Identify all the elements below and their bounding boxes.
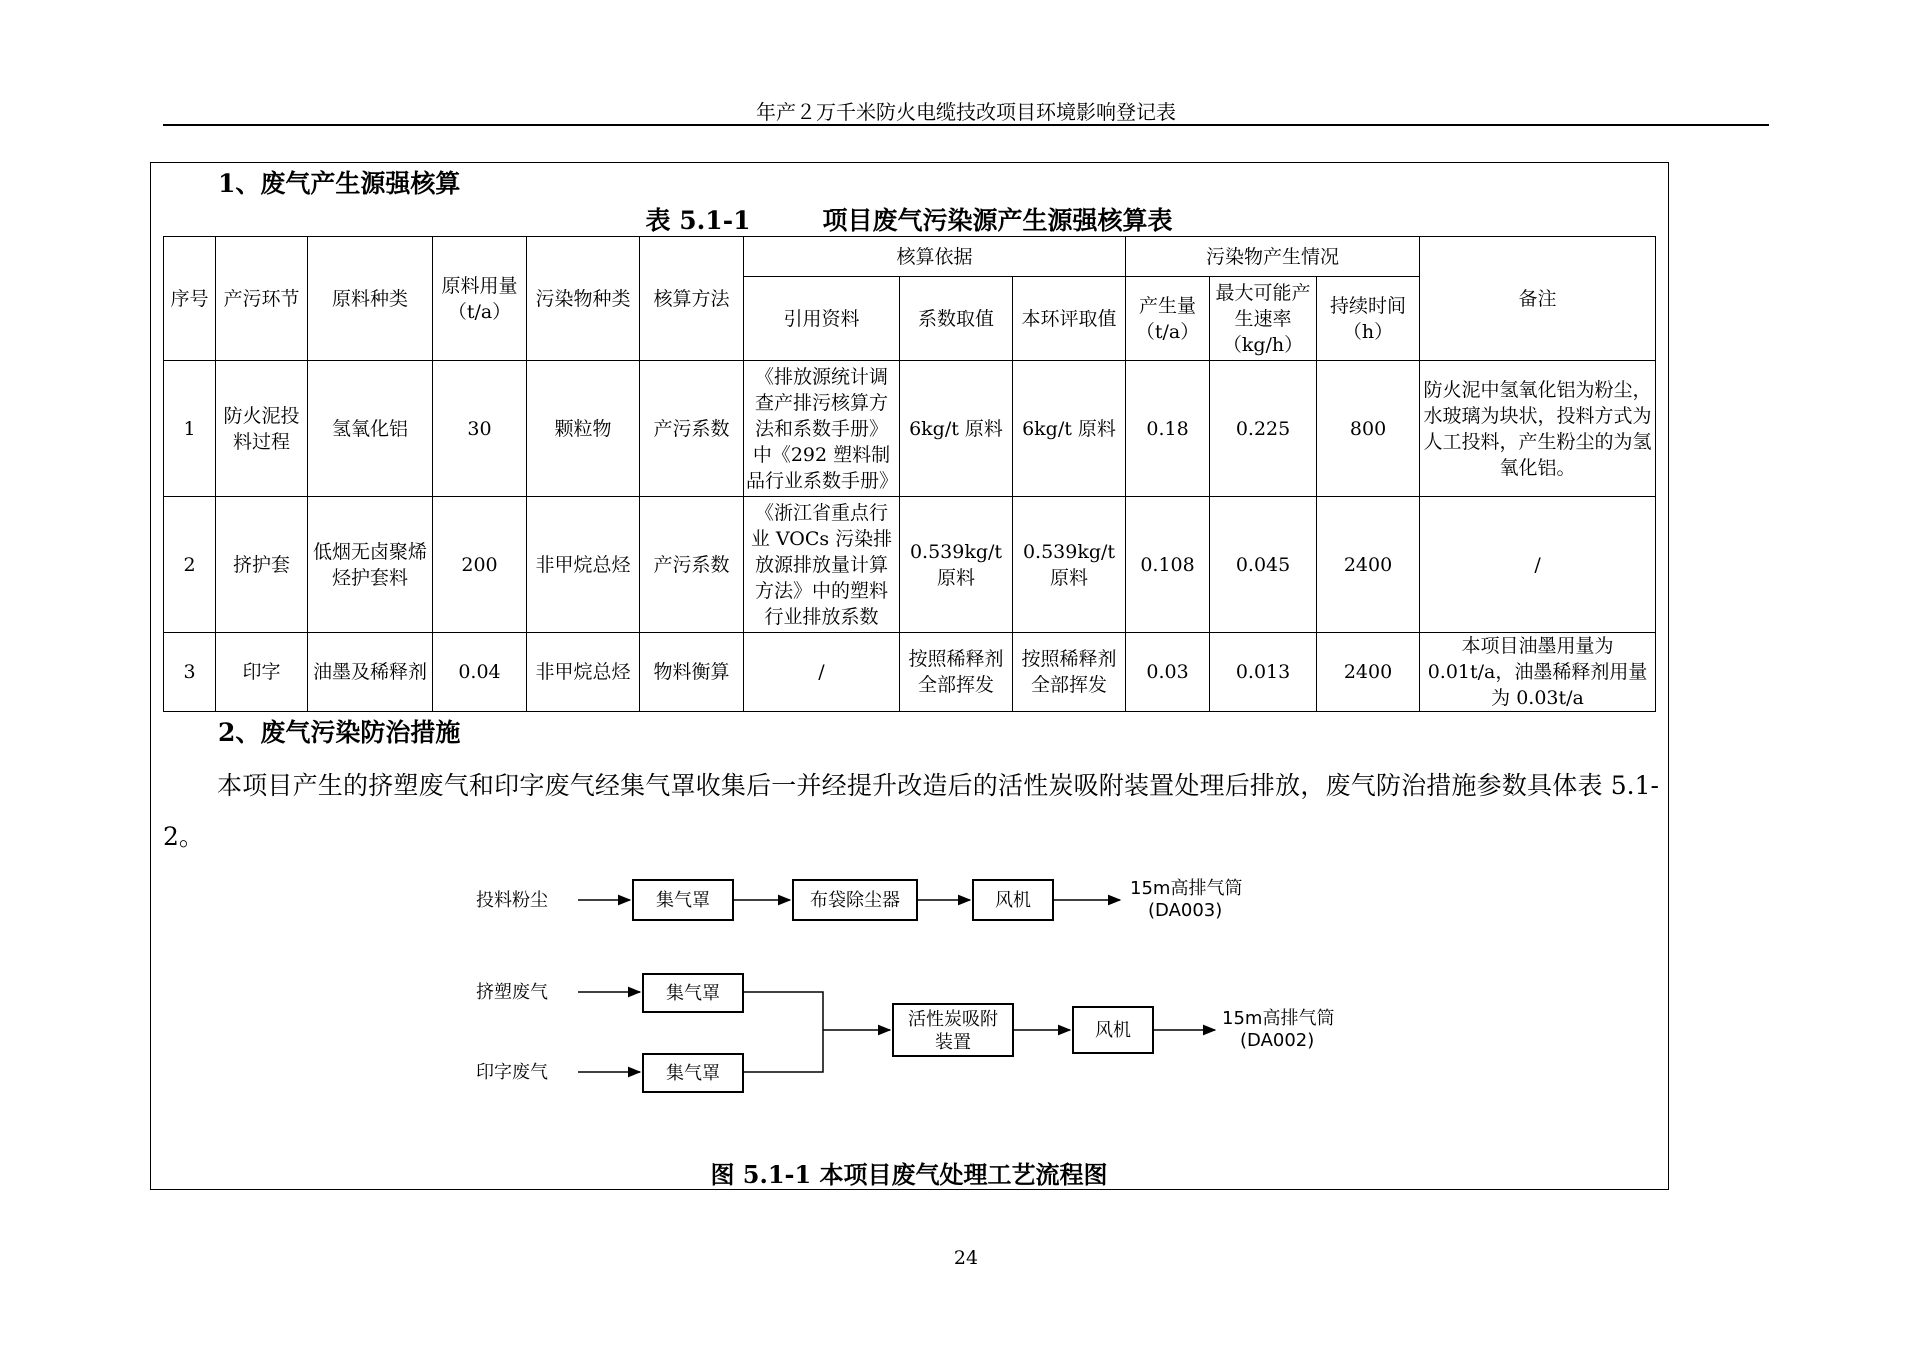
cell-amount: 0.04 [433,633,527,712]
cell-note: 本项目油墨用量为 0.01t/a，油墨稀释剂用量为 0.03t/a [1420,633,1656,712]
cell-stage: 挤护套 [216,497,308,633]
flow-label-adsorber-line2: 装置 [935,1032,971,1053]
cell-max-rate: 0.045 [1210,497,1317,633]
cell-stage: 印字 [216,633,308,712]
table-caption [163,201,1655,237]
cell-method: 产污系数 [640,361,744,497]
flow-outlet-code-da003: (DA003) [1148,900,1223,921]
cell-material: 低烟无卤聚烯烃护套料 [308,497,433,633]
cell-note: 防火泥中氢氧化铝为粉尘，水玻璃为块状，投料方式为人工投料，产生粉尘的为氢氧化铝。 [1420,361,1656,497]
cell-max-rate: 0.013 [1210,633,1317,712]
flow-label-hood: 集气罩 [656,890,710,911]
header-coef: 系数取值 [900,277,1013,361]
flow-label-bag-filter: 布袋除尘器 [810,890,900,911]
cell-material: 油墨及稀释剂 [308,633,433,712]
header-stage: 产污环节 [216,237,308,361]
figure-caption: 图 5.1-1 本项目废气处理工艺流程图 [710,1160,1108,1189]
flow-source-printing: 印字废气 [476,1062,548,1083]
table-caption-title: 项目废气污染源产生源强核算表 [822,206,1173,235]
cell-pollutant: 非甲烷总烃 [527,633,640,712]
cell-output: 0.03 [1126,633,1210,712]
cell-max-rate: 0.225 [1210,361,1317,497]
header-material: 原料种类 [308,237,433,361]
cell-ref: 《浙江省重点行业 VOCs 污染排放源排放量计算方法》中的塑料行业排放系数 [744,497,900,633]
cell-duration: 2400 [1317,633,1420,712]
header-eval: 本环评取值 [1013,277,1126,361]
flow-outlet-code-da002: (DA002) [1240,1030,1315,1051]
flow-label-adsorber-line1: 活性炭吸附 [908,1009,998,1030]
flow-label-fan: 风机 [995,890,1031,911]
header-ref: 引用资料 [744,277,900,361]
flow-label-hood-a: 集气罩 [666,983,720,1004]
emission-source-table [163,236,1656,712]
header-production: 污染物产生情况 [1126,237,1420,277]
cell-output: 0.18 [1126,361,1210,497]
header-seq: 序号 [164,237,216,361]
cell-ref: 《排放源统计调查产排污核算方法和系数手册》中《292 塑料制品行业系数手册》 [744,361,900,497]
cell-note: / [1420,497,1656,633]
cell-eval: 按照稀释剂全部挥发 [1013,633,1126,712]
cell-amount: 200 [433,497,527,633]
section-title-emission-source: 1、废气产生源强核算 [218,169,461,198]
cell-amount: 30 [433,361,527,497]
page-header: 年产２万千米防火电缆技改项目环境影响登记表 [756,100,1176,124]
cell-pollutant: 颗粒物 [527,361,640,497]
flow-merge-line [743,992,823,1072]
cell-coef: 0.539kg/t 原料 [900,497,1013,633]
flow-source-feed-dust: 投料粉尘 [476,890,548,911]
cell-pollutant: 非甲烷总烃 [527,497,640,633]
header-duration: 持续时间（h） [1317,277,1420,361]
cell-coef: 按照稀释剂全部挥发 [900,633,1013,712]
flow-outlet-stack-da003: 15m高排气筒 [1130,878,1243,899]
cell-ref: / [744,633,900,712]
cell-stage: 防火泥投料过程 [216,361,308,497]
page-number: 24 [953,1247,979,1269]
header-basis: 核算依据 [744,237,1126,277]
table-header-row [164,237,1656,277]
cell-seq: 1 [164,361,216,497]
table-row [164,497,1656,633]
header-max-rate: 最大可能产生速率（kg/h） [1210,277,1317,361]
cell-seq: 3 [164,633,216,712]
header-rule [163,124,1769,126]
header-output: 产生量（t/a） [1126,277,1210,361]
cell-duration: 2400 [1317,497,1420,633]
flow-label-hood-b: 集气罩 [666,1063,720,1084]
cell-eval: 6kg/t 原料 [1013,361,1126,497]
cell-method: 物料衡算 [640,633,744,712]
measures-paragraph: 本项目产生的挤塑废气和印字废气经集气罩收集后一并经提升改造后的活性炭吸附装置处理后排放，废气防治措施参数具体表 5.1-2。 [163,771,1659,851]
flow-label-fan-2: 风机 [1095,1020,1131,1041]
cell-output: 0.108 [1126,497,1210,633]
header-pollutant: 污染物种类 [527,237,640,361]
process-flowchart [440,862,1360,1112]
cell-seq: 2 [164,497,216,633]
header-note: 备注 [1420,237,1656,361]
cell-eval: 0.539kg/t 原料 [1013,497,1126,633]
cell-material: 氢氧化铝 [308,361,433,497]
table-row [164,633,1656,712]
section-title-control-measures: 2、废气污染防治措施 [218,718,461,747]
cell-method: 产污系数 [640,497,744,633]
flow-source-extrusion: 挤塑废气 [476,982,548,1003]
table-caption-number: 表 5.1-1 [645,206,751,235]
cell-duration: 800 [1317,361,1420,497]
header-amount: 原料用量（t/a） [433,237,527,361]
cell-coef: 6kg/t 原料 [900,361,1013,497]
header-method: 核算方法 [640,237,744,361]
table-row [164,361,1656,497]
flow-outlet-stack-da002: 15m高排气筒 [1222,1008,1335,1029]
